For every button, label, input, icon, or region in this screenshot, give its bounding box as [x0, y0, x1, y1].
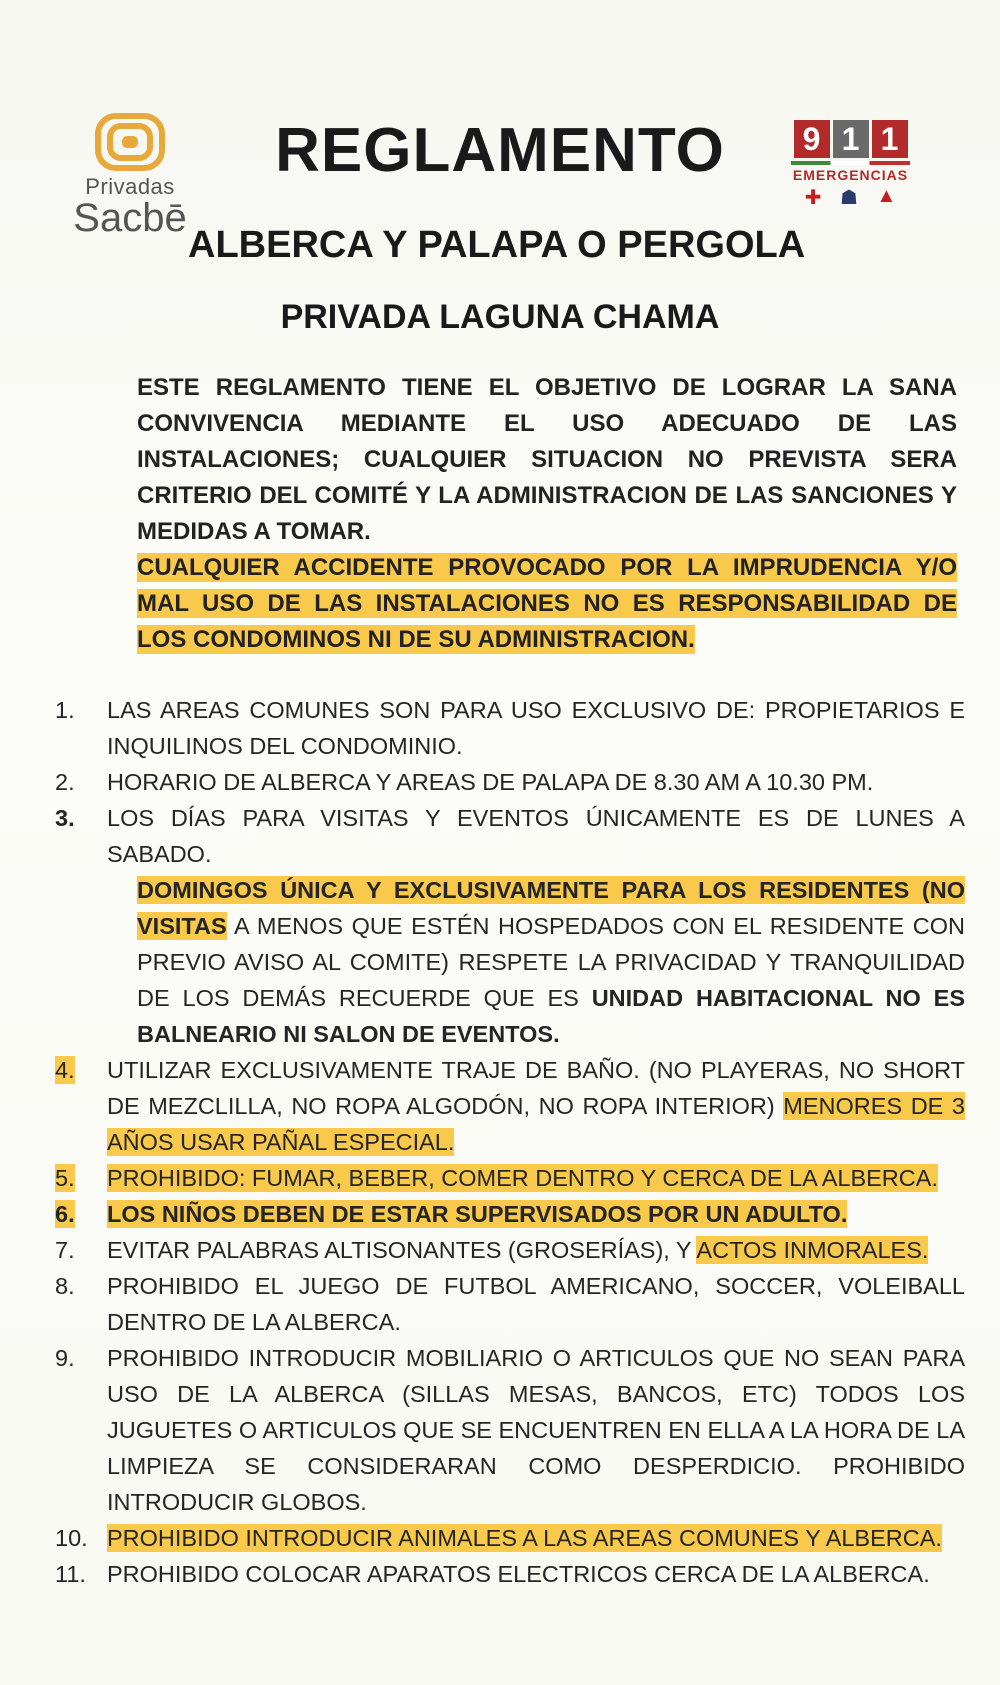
- page-title: REGLAMENTO: [275, 116, 725, 185]
- rule-item-9: [55, 1340, 965, 1520]
- rule-3-sub-paragraph: [55, 872, 965, 1052]
- rule-text: HORARIO DE ALBERCA Y AREAS DE PALAPA DE 8.30 AM A 10.30 PM.: [107, 769, 874, 795]
- rule-item-1: [55, 692, 965, 764]
- rule-item-3: [55, 800, 965, 872]
- rule-number: 6.: [55, 1201, 75, 1227]
- digit-1b: 1: [872, 120, 908, 158]
- rule-number: 10.: [55, 1525, 88, 1551]
- rules-list: [55, 692, 965, 1592]
- rule-text: LAS AREAS COMUNES SON PARA USO EXCLUSIVO DE: PROPIETARIOS E INQUILINOS DEL CONDOMINIO.: [107, 697, 965, 759]
- intro-warning: [137, 550, 957, 658]
- rule-text: LOS DÍAS PARA VISITAS Y EVENTOS ÚNICAMENTE ES DE LUNES A SABADO.: [107, 805, 965, 867]
- rule-text: PROHIBIDO: FUMAR, BEBER, COMER DENTRO Y CERCA DE LA ALBERCA.: [107, 1165, 938, 1191]
- rule-item-5: [55, 1160, 965, 1196]
- rule-text: PROHIBIDO COLOCAR APARATOS ELECTRICOS CERCA DE LA ALBERCA.: [107, 1561, 930, 1587]
- rule-text: LOS NIÑOS DEBEN DE ESTAR SUPERVISADOS POR UN ADULTO.: [107, 1201, 848, 1227]
- rule-number: 5.: [55, 1165, 75, 1191]
- rule-number: 8.: [55, 1273, 75, 1299]
- rule-item-6: [55, 1196, 965, 1232]
- rule-number: 3.: [55, 805, 75, 831]
- rule-number: 9.: [55, 1345, 75, 1371]
- logo-line-privadas: Privadas: [85, 174, 175, 199]
- rule-text: PROHIBIDO INTRODUCIR ANIMALES A LAS AREAS COMUNES Y ALBERCA.: [107, 1525, 942, 1551]
- rule-item-11: [55, 1556, 965, 1592]
- rule-number: 1.: [55, 697, 75, 723]
- rule-text-highlight: ACTOS INMORALES.: [696, 1237, 929, 1263]
- logo-line-sacbe: Sacbē: [73, 196, 187, 240]
- sunday-rule-highlight: DOMINGOS ÚNICA Y EXCLUSIVAMENTE PARA LOS RESIDENTES (NO VISITAS: [137, 877, 965, 939]
- rule-number: 11.: [55, 1561, 86, 1587]
- warning-text: CUALQUIER ACCIDENTE PROVOCADO POR LA IMPRUDENCIA Y/O MAL USO DE LAS INSTALACIONES NO ES RESPONSABILIDAD DE LOS CONDOMINOS NI DE SU ADMINISTRACION.: [137, 554, 957, 653]
- rule-number: 2.: [55, 769, 75, 795]
- rule-text: PROHIBIDO EL JUEGO DE FUTBOL AMERICANO, SOCCER, VOLEIBALL DENTRO DE LA ALBERCA.: [107, 1273, 965, 1335]
- police-icon: ☗: [840, 187, 858, 209]
- rule-item-4: [55, 1052, 965, 1160]
- rule-text: EVITAR PALABRAS ALTISONANTES (GROSERÍAS), Y: [107, 1237, 697, 1263]
- rule-item-7: [55, 1232, 965, 1268]
- rule-number: 7.: [55, 1237, 75, 1263]
- digit-9: 9: [794, 120, 830, 158]
- rule-text-highlight: MENORES DE 3 AÑOS USAR PAÑAL ESPECIAL.: [107, 1093, 965, 1155]
- intro-paragraph: ESTE REGLAMENTO TIENE EL OBJETIVO DE LOGRAR LA SANA CONVIVENCIA MEDIANTE EL USO ADECUADO DE LAS INSTALACIONES; CUALQUIER SITUACION NO PREVISTA SERA CRITERIO DEL COMITÉ Y LA ADMINISTRACION DE LAS SANCIONES Y MEDIDAS A TOMAR.: [137, 374, 957, 545]
- emergency-911-logo: [783, 120, 918, 230]
- rule-number: 4.: [55, 1057, 75, 1083]
- rule-item-2: [55, 764, 965, 800]
- cross-icon: ✚: [804, 187, 822, 209]
- fire-icon: ▲: [876, 185, 897, 207]
- subtitle: ALBERCA Y PALAPA O PERGOLA: [188, 224, 806, 266]
- rule-text: UTILIZAR EXCLUSIVAMENTE TRAJE DE BAÑO. (NO PLAYERAS, NO SHORT DE MEZCLILLA, NO ROPA ALGODÓN, NO ROPA INTERIOR): [107, 1057, 965, 1119]
- emergency-label: EMERGENCIAS: [792, 167, 909, 183]
- location-title: PRIVADA LAGUNA CHAMA: [280, 298, 720, 336]
- sunday-rule-text: A MENOS QUE ESTÉN HOSPEDADOS CON EL RESIDENTE CON PREVIO AVISO AL COMITE) RESPETE LA PRIVACIDAD Y TRANQUILIDAD DE LOS DEMÁS RECUERDE QUE ES: [137, 913, 965, 1011]
- rule-item-10: [55, 1520, 965, 1556]
- rule-item-8: [55, 1268, 965, 1340]
- sunday-rule-bold: UNIDAD HABITACIONAL NO ES BALNEARIO NI SALON DE EVENTOS.: [137, 985, 965, 1047]
- rule-text: PROHIBIDO INTRODUCIR MOBILIARIO O ARTICULOS QUE NO SEAN PARA USO DE LA ALBERCA (SILLAS MESAS, BANCOS, ETC) TODOS LOS JUGUETES O ARTICULOS QUE SE ENCUENTREN EN ELLA A LA HORA DE LA LIMPIEZA SE CONSIDERARAN COMO DESPERDICIO. PROHIBIDO INTRODUCIR GLOBOS.: [107, 1345, 965, 1515]
- digit-1a: 1: [833, 120, 869, 158]
- flag-stripe: [791, 161, 910, 165]
